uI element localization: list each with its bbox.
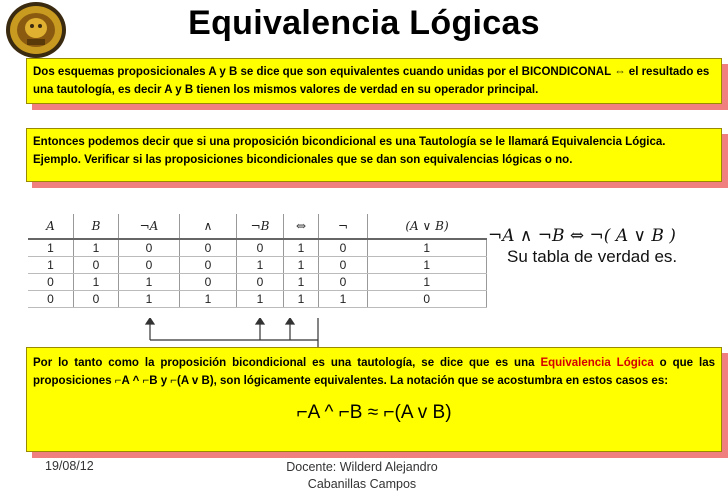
table-cell: 1 [284,239,319,257]
table-cell: 1 [368,274,487,291]
table-cell: 0 [237,274,284,291]
header-cell: ⇔ [284,214,319,239]
header-cell: ¬ [319,214,368,239]
table-cell: 1 [237,291,284,308]
table-cell: 1 [119,274,180,291]
table-cell: 0 [119,239,180,257]
conclusion-text-after: o que las proposiciones ⌐A ^ ⌐B y ⌐(A v B), son lógicamente equivalentes. La notación que se acostumbra en estos casos es: [33,357,715,387]
table-row [28,257,486,274]
definition-text: Dos esquemas proposicionales A y B se dice que son equivalentes cuando unidas por el BICONDICONAL ⇔ el resultado es una tautología, es decir A y B tienen los mismos valores de verdad en su operador principal. [33,66,710,96]
header-cell: ¬B [237,214,284,239]
truth-table [28,214,487,308]
table-row [28,291,486,308]
footer-author [262,459,462,493]
table-cell: 1 [74,239,119,257]
table-row [28,239,486,257]
table-cell: 0 [180,274,237,291]
table-cell: 0 [180,257,237,274]
table-cell: 0 [74,257,119,274]
footer-date: 19/08/12 [45,459,94,473]
conclusion-box [26,347,722,452]
table-cell: 1 [368,257,487,274]
table-cell: 1 [28,239,74,257]
table-cell: 0 [119,257,180,274]
table-cell: 0 [28,291,74,308]
author-line-2: Cabanillas Campos [307,477,417,491]
truth-table-caption: Su tabla de verdad es. [507,247,678,266]
page-title: Equivalencia Lógicas [188,4,540,42]
header-cell: ¬A [119,214,180,239]
table-cell: 0 [28,274,74,291]
header-cell: B [74,214,119,239]
table-cell: 1 [180,291,237,308]
table-cell: 0 [319,274,368,291]
truth-table-header [28,214,486,239]
notation-formula: ⌐A ^ ⌐B ≈ ⌐(A v B) [296,402,452,423]
table-cell: 1 [368,239,487,257]
table-cell: 1 [237,257,284,274]
highlight-term: Equivalencia Lógica [540,357,654,369]
table-cell: 0 [74,291,119,308]
example-line: Ejemplo. Verificar si las proposiciones bicondicionales que se dan son equivalencias lógicas o no. [33,154,573,166]
header-cell: A [28,214,74,239]
table-row [28,274,486,291]
table-cell: 0 [319,239,368,257]
table-cell: 1 [74,274,119,291]
conclusion-text-before: Por lo tanto como la proposición bicondicional es una tautología, se dice que es una [33,357,535,369]
header-cell: ∧ [180,214,237,239]
connector-arrows [28,318,488,350]
table-cell: 1 [284,274,319,291]
table-cell: 0 [368,291,487,308]
table-cell: 0 [319,257,368,274]
table-cell: 0 [180,239,237,257]
table-cell: 1 [319,291,368,308]
definition-box [26,58,722,104]
explanation-box [26,128,722,182]
equivalence-formula: ¬A ∧ ¬B ⇔ ¬( A ∨ B ) [488,226,676,246]
table-cell: 0 [237,239,284,257]
explanation-line-1: Entonces podemos decir que si una proposición bicondicional es una Tautología se le llamará Equivalencia Lógica. [33,136,666,148]
author-line-1: Docente: Wilderd Alejandro [286,460,438,474]
table-cell: 1 [284,291,319,308]
table-cell: 1 [284,257,319,274]
header-cell: (A ∨ B) [368,214,487,239]
table-cell: 1 [119,291,180,308]
table-cell: 1 [28,257,74,274]
